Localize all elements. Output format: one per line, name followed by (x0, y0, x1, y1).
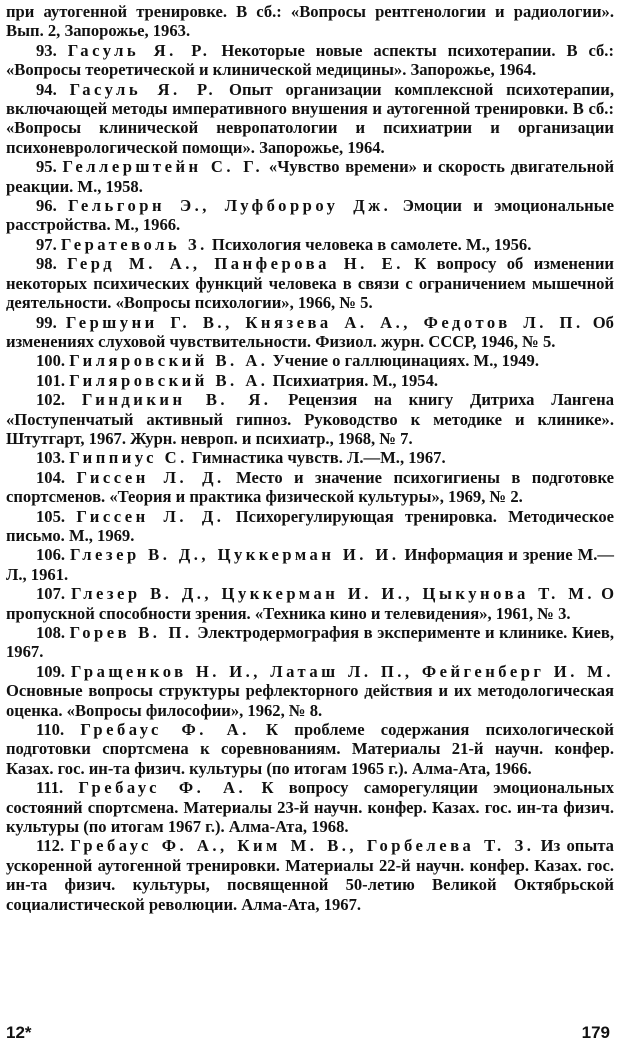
entry-text: О пропускной способности зрения. «Техника кино и телевидения», 1961, № 3. (6, 584, 614, 623)
bibliography-list (6, 2, 614, 914)
entry-author: Гератеволь З. (60, 234, 208, 254)
entry-number: 108. (36, 623, 66, 642)
entry-number: 95. (36, 157, 57, 177)
entry-text: Об изменениях слуховой чувствительности. Физиол. журн. СССР, 1946, № 5. (6, 312, 614, 351)
bibliography-entry (6, 448, 614, 467)
entry-text: Место и значение психогигиены в подготовке спортсменов. «Теория и практика физической культуры», 1969, № 2. (6, 467, 614, 507)
bibliography-entry (6, 778, 614, 836)
entry-author: Герд М. А., Панферова Н. Е. (67, 254, 404, 274)
entry-number: 99. (36, 312, 57, 332)
bibliography-entry (6, 2, 614, 41)
entry-text: Информация и зрение М.—Л., 1961. (6, 545, 614, 584)
bibliography-entry (6, 662, 614, 720)
bibliography-entry (6, 157, 614, 196)
entry-author: Гращенков Н. И., Латаш Л. П., Фейгенберг И. М. (70, 661, 614, 681)
entry-text: «Чувство времени» и скорость двигательной реакции. М., 1958. (6, 157, 615, 196)
entry-text: при аутогенной тренировке. В сб.: «Вопросы рентгенологии и радиологии». Вып. 2, Запорожье, 1963. (6, 2, 614, 41)
entry-text: Основные вопросы структуры рефлекторного действия и их методологическая оценка. «Вопросы философии», 1962, № 8. (6, 681, 614, 720)
entry-author: Горев В. П. (69, 623, 193, 642)
bibliography-entry (6, 80, 614, 158)
entry-number: 100. (36, 351, 66, 371)
entry-number: 111. (36, 778, 64, 798)
entry-number: 106. (36, 545, 66, 565)
bibliography-entry (6, 41, 614, 80)
bibliography-entry (6, 351, 614, 370)
bibliography-entry (6, 507, 614, 546)
entry-author: Гиляровский В. А. (69, 370, 269, 390)
entry-text: Рецензия на книгу Дитриха Лангена «Поступенчатый активный гипноз. Руководство к методике и клинике». Штутгарт, 1967. Журн. невроп. и психиатр., 1968, № 7. (6, 390, 614, 448)
bibliography-entry (6, 720, 614, 778)
bibliography-entry (6, 196, 614, 235)
entry-text: Гимнастика чувств. Л.—М., 1967. (191, 448, 446, 468)
entry-number: 109. (36, 661, 66, 681)
entry-text: Опыт организации комплексной психотерапии, включающей методы императивного внушения и аутогенной тренировки. В сб.: «Вопросы клинической невропатологии и психиатрии и организации психоневрологической помощи». Запорожье, 1964. (6, 79, 614, 157)
entry-text: Эмоции и эмоциональные расстройства. М., 1966. (6, 196, 614, 235)
bibliography-entry (6, 468, 614, 507)
bibliography-entry (6, 254, 614, 312)
entry-text: Электродермография в эксперименте и клинике. Киев, 1967. (6, 623, 614, 662)
entry-text: Из опыта ускоренной аутогенной тренировки. Материалы 22-й научн. конфер. Казах. гос. ин-та физич. культуры, посвященной 50-летию Великой Октябрьской социалистической революции. Алма-Ата, 1967. (6, 836, 614, 914)
entry-author: Гребаус Ф. А., Ким М. В., Горбелева Т. З. (70, 836, 535, 856)
entry-number: 104. (36, 467, 66, 487)
entry-text: К вопросу об изменении некоторых психических функций человека в связи с ограничением мышечной деятельности. «Вопросы психологии», 1966, № 5. (6, 254, 614, 313)
entry-text: Психиатрия. М., 1954. (272, 370, 439, 390)
entry-text: К проблеме содержания психологической подготовки спортсмена к соревнованиям. Материалы 21-й научн. конфер. Казах. гос. ин-та физич. культуры (по итогам 1965 г.). Алма-Ата, 1966. (6, 720, 614, 778)
entry-number: 97. (36, 234, 57, 254)
entry-author: Гиндикин В. Я. (81, 390, 272, 410)
entry-number: 107. (36, 584, 66, 604)
printer-signature-mark: 12* (6, 1023, 32, 1042)
bibliography-entry (6, 623, 614, 662)
entry-author: Геллерштейн С. Г. (62, 157, 264, 177)
entry-number: 101. (36, 370, 66, 390)
entry-number: 96. (36, 196, 57, 216)
entry-author: Гершуни Г. В., Князева А. А., Федотов Л. П. (65, 312, 584, 332)
entry-text: Психорегулирующая тренировка. Методическое письмо. М., 1969. (6, 506, 614, 545)
entry-number: 103. (36, 448, 66, 468)
entry-author: Гасуль Я. Р. (69, 79, 217, 99)
bibliography-entry (6, 836, 614, 914)
entry-author: Гиппиус С. (69, 448, 188, 468)
entry-author: Гиляровский В. А. (69, 351, 269, 371)
bibliography-entry (6, 313, 614, 352)
entry-author: Гребаус Ф. А. (80, 720, 250, 740)
entry-number: 112. (36, 836, 65, 856)
entry-author: Гельгорн Э., Луфборроу Дж. (68, 196, 392, 216)
entry-number: 110. (36, 720, 65, 740)
entry-text: К вопросу саморегуляции эмоциональных состояний спортсмена. Материалы 23-й научн. конфер. Казах. гос. ин-та физич. культуры (по итогам 1967 г.). Алма-Ата, 1968. (6, 778, 614, 837)
page-footer (6, 1022, 610, 1044)
bibliography-entry (6, 545, 614, 584)
entry-text: Учение о галлюцинациях. М., 1949. (272, 351, 539, 371)
entry-text: Некоторые новые аспекты психотерапии. В сб.: «Вопросы теоретической и клинической медицины». Запорожье, 1964. (6, 40, 614, 80)
entry-number: 102. (36, 390, 66, 410)
entry-author: Гребаус Ф. А. (78, 778, 247, 798)
entry-author: Гиссен Л. Д. (76, 467, 225, 487)
entry-number: 98. (36, 254, 57, 274)
entry-author: Глезер В. Д., Цуккерман И. И. (70, 545, 400, 565)
entry-author: Гиссен Л. Д. (76, 506, 225, 526)
entry-text: Психология человека в самолете. М., 1956. (211, 234, 532, 254)
entry-author: Глезер В. Д., Цуккерман И. И., Цыкунова Т. М. (71, 584, 596, 604)
bibliography-entry (6, 371, 614, 390)
entry-number: 94. (36, 79, 57, 99)
bibliography-entry (6, 390, 614, 448)
entry-number: 93. (36, 40, 57, 60)
entry-author: Гасуль Я. Р. (67, 40, 211, 60)
entry-number: 105. (36, 506, 66, 526)
bibliography-entry (6, 584, 614, 623)
page-number: 179 (581, 1023, 610, 1042)
bibliography-entry (6, 235, 614, 254)
